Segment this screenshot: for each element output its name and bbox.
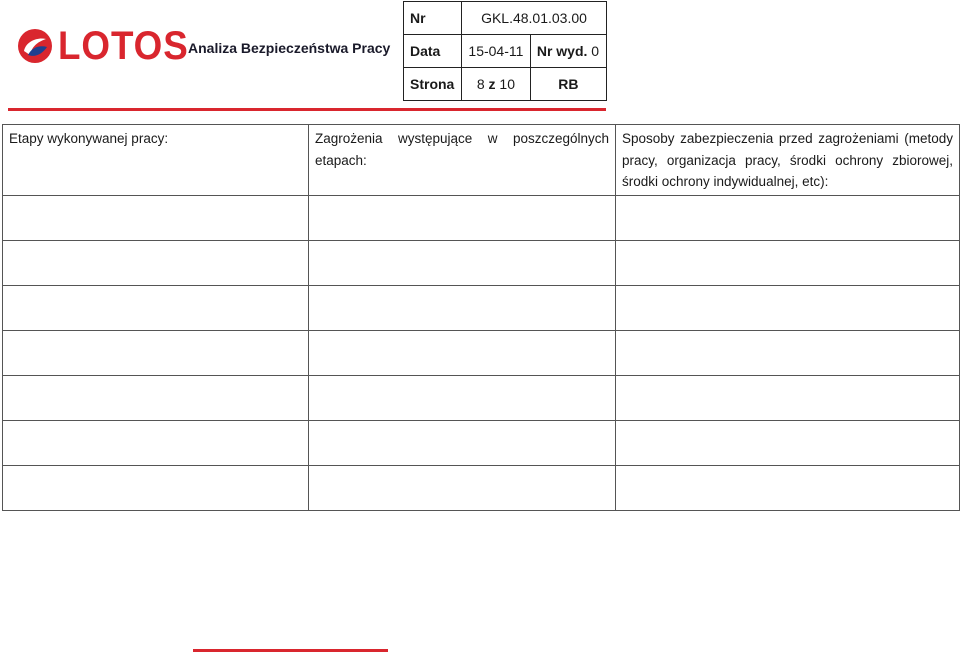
table-cell[interactable]	[3, 195, 309, 240]
table-cell[interactable]	[3, 375, 309, 420]
table-header-row	[3, 125, 960, 196]
table-cell[interactable]	[3, 240, 309, 285]
column-header-stages: Etapy wykonywanej pracy:	[3, 125, 309, 196]
column-header-hazards: Zagrożenia występujące w poszczególnych etapach:	[309, 125, 616, 196]
table-cell[interactable]	[616, 465, 960, 510]
date-label: Data	[404, 35, 462, 68]
table-cell[interactable]	[3, 285, 309, 330]
document-title: Analiza Bezpieczeństwa Pracy	[188, 40, 391, 56]
edition-value: 0	[591, 43, 600, 59]
table-row	[3, 375, 960, 420]
logo-wordmark: LOTOS	[58, 24, 189, 68]
lotos-swirl-icon	[16, 27, 54, 65]
table-cell[interactable]	[3, 330, 309, 375]
table-row	[3, 420, 960, 465]
table-cell[interactable]	[309, 285, 616, 330]
table-cell[interactable]	[309, 195, 616, 240]
page-current: 8	[476, 76, 485, 92]
table-row	[3, 330, 960, 375]
page-separator: z	[488, 76, 496, 92]
safety-analysis-table	[2, 124, 960, 511]
lotos-logo	[16, 26, 200, 66]
table-row	[3, 465, 960, 510]
footer-divider	[193, 649, 388, 652]
table-cell[interactable]	[616, 330, 960, 375]
table-row	[3, 240, 960, 285]
table-cell[interactable]	[616, 285, 960, 330]
table-cell[interactable]	[616, 240, 960, 285]
table-cell[interactable]	[3, 465, 309, 510]
nr-value: GKL.48.01.03.00	[462, 2, 607, 35]
column-header-protection: Sposoby zabezpieczenia przed zagrożeniami (metody pracy, organizacja pracy, środki ochrony zbiorowej, środki ochrony indywidualnej, etc):	[616, 125, 960, 196]
page-indicator	[462, 68, 531, 101]
table-cell[interactable]	[309, 465, 616, 510]
edition-cell	[530, 35, 606, 68]
table-cell[interactable]	[616, 375, 960, 420]
table-cell[interactable]	[309, 375, 616, 420]
department-code: RB	[530, 68, 606, 101]
table-cell[interactable]	[3, 420, 309, 465]
table-cell[interactable]	[616, 195, 960, 240]
table-row	[3, 285, 960, 330]
date-value: 15-04-11	[462, 35, 531, 68]
edition-label: Nr wyd.	[536, 43, 588, 59]
page-label: Strona	[404, 68, 462, 101]
table-cell[interactable]	[309, 330, 616, 375]
table-row	[3, 195, 960, 240]
table-cell[interactable]	[309, 240, 616, 285]
header-divider	[8, 108, 606, 111]
table-cell[interactable]	[309, 420, 616, 465]
table-cell[interactable]	[616, 420, 960, 465]
nr-label: Nr	[404, 2, 462, 35]
document-meta-table	[403, 1, 607, 101]
page-total: 10	[499, 76, 515, 92]
